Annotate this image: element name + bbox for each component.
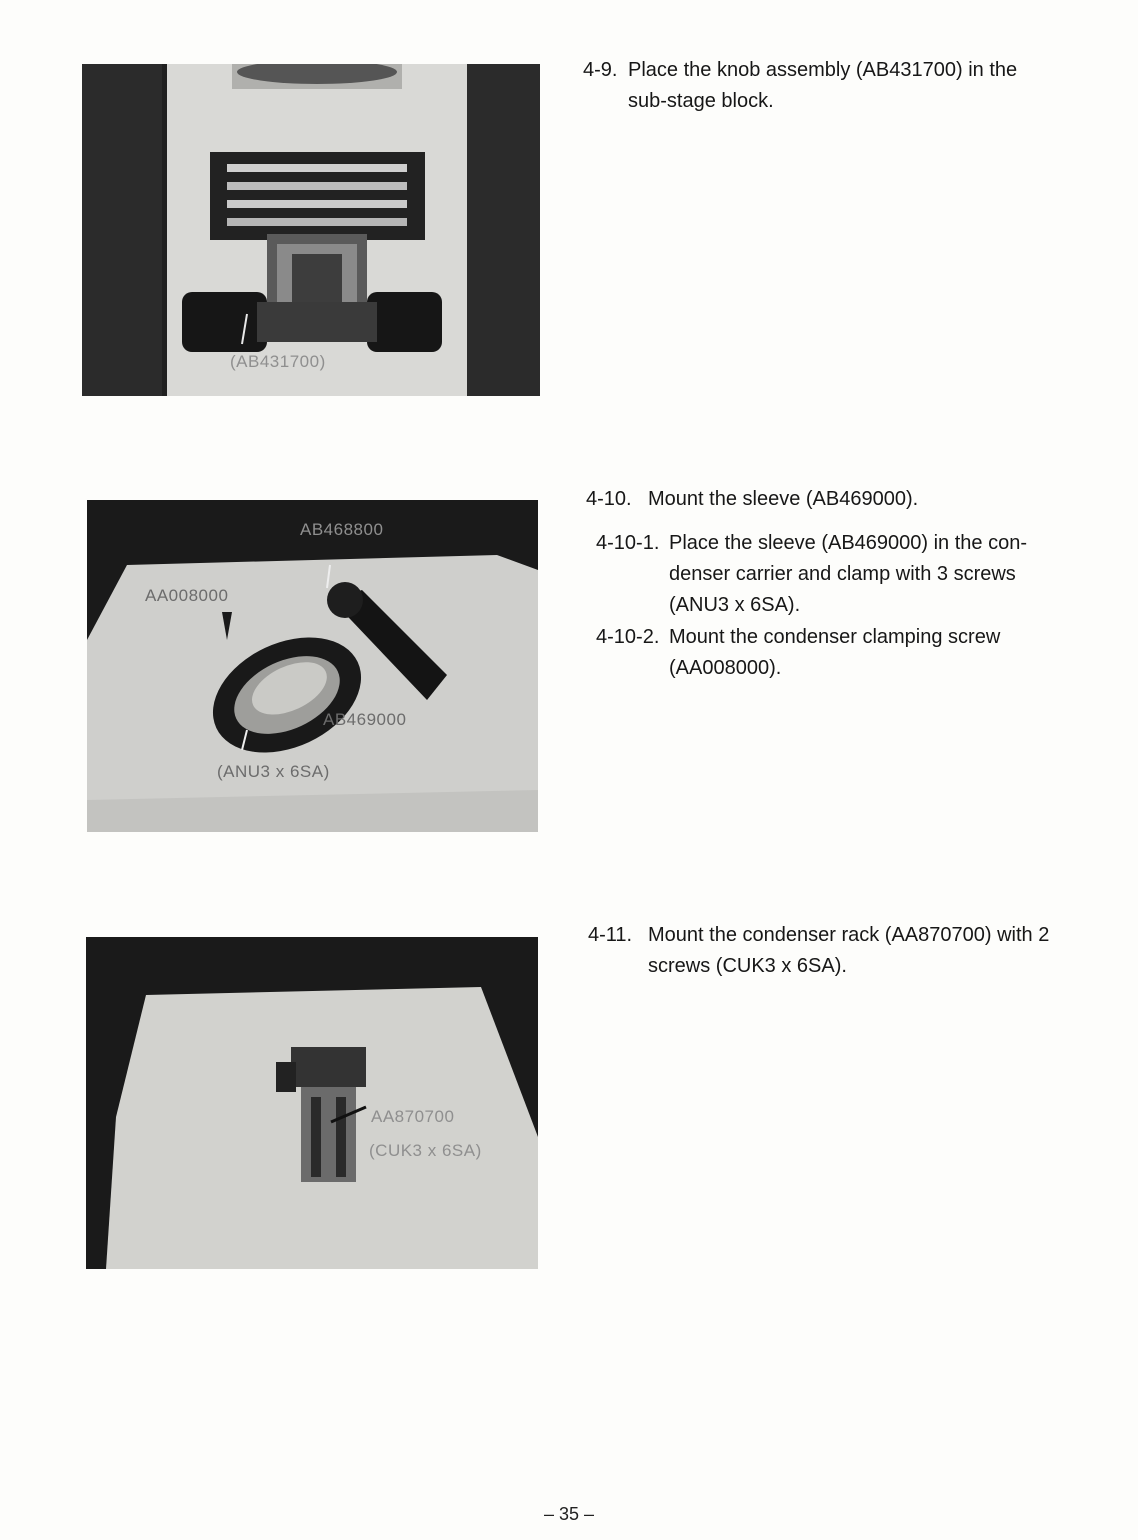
condenser-rack-illustration (86, 937, 538, 1269)
step-4-11 (588, 920, 1068, 990)
step-4-10 (586, 484, 1066, 519)
knob-assembly-illustration (82, 64, 540, 396)
step-4-10-1 (596, 528, 1066, 628)
step-number: 4-10-1. (596, 532, 660, 554)
callout-aa008000: AA008000 (145, 586, 229, 605)
step-4-9 (583, 55, 1063, 125)
step-text: Place the sleeve (AB469000) in the con-denser carrier and clamp with 3 screws (ANU3 x 6SA). (669, 532, 1027, 616)
step-number: 4-10-2. (596, 626, 660, 648)
callout-ab469000: AB469000 (323, 710, 407, 729)
callout-ab431700: (AB431700) (230, 352, 326, 371)
step-number: 4-11. (588, 924, 633, 946)
step-text: Mount the condenser rack (AA870700) with 2 screws (CUK3 x 6SA). (648, 924, 1050, 977)
photo-knob-assembly (82, 64, 540, 396)
photo-sleeve (87, 500, 538, 832)
callout-aa870700: AA870700 (371, 1107, 455, 1126)
step-4-10-2 (596, 622, 1066, 692)
callout-anu3-6sa: (ANU3 x 6SA) (217, 762, 330, 781)
photo-condenser-rack (86, 937, 538, 1269)
step-text: Mount the condenser clamping screw (AA008000). (669, 626, 1001, 679)
step-number: 4-9. (583, 59, 618, 81)
sleeve-illustration (87, 500, 538, 832)
callout-cuk3-6sa: (CUK3 x 6SA) (369, 1141, 482, 1160)
step-text: Mount the sleeve (AB469000). (648, 488, 919, 510)
step-text: Place the knob assembly (AB431700) in the sub-stage block. (628, 59, 1018, 112)
page-number: – 35 – (543, 1504, 595, 1524)
callout-ab468800: AB468800 (300, 520, 384, 539)
step-number: 4-10. (586, 488, 632, 510)
